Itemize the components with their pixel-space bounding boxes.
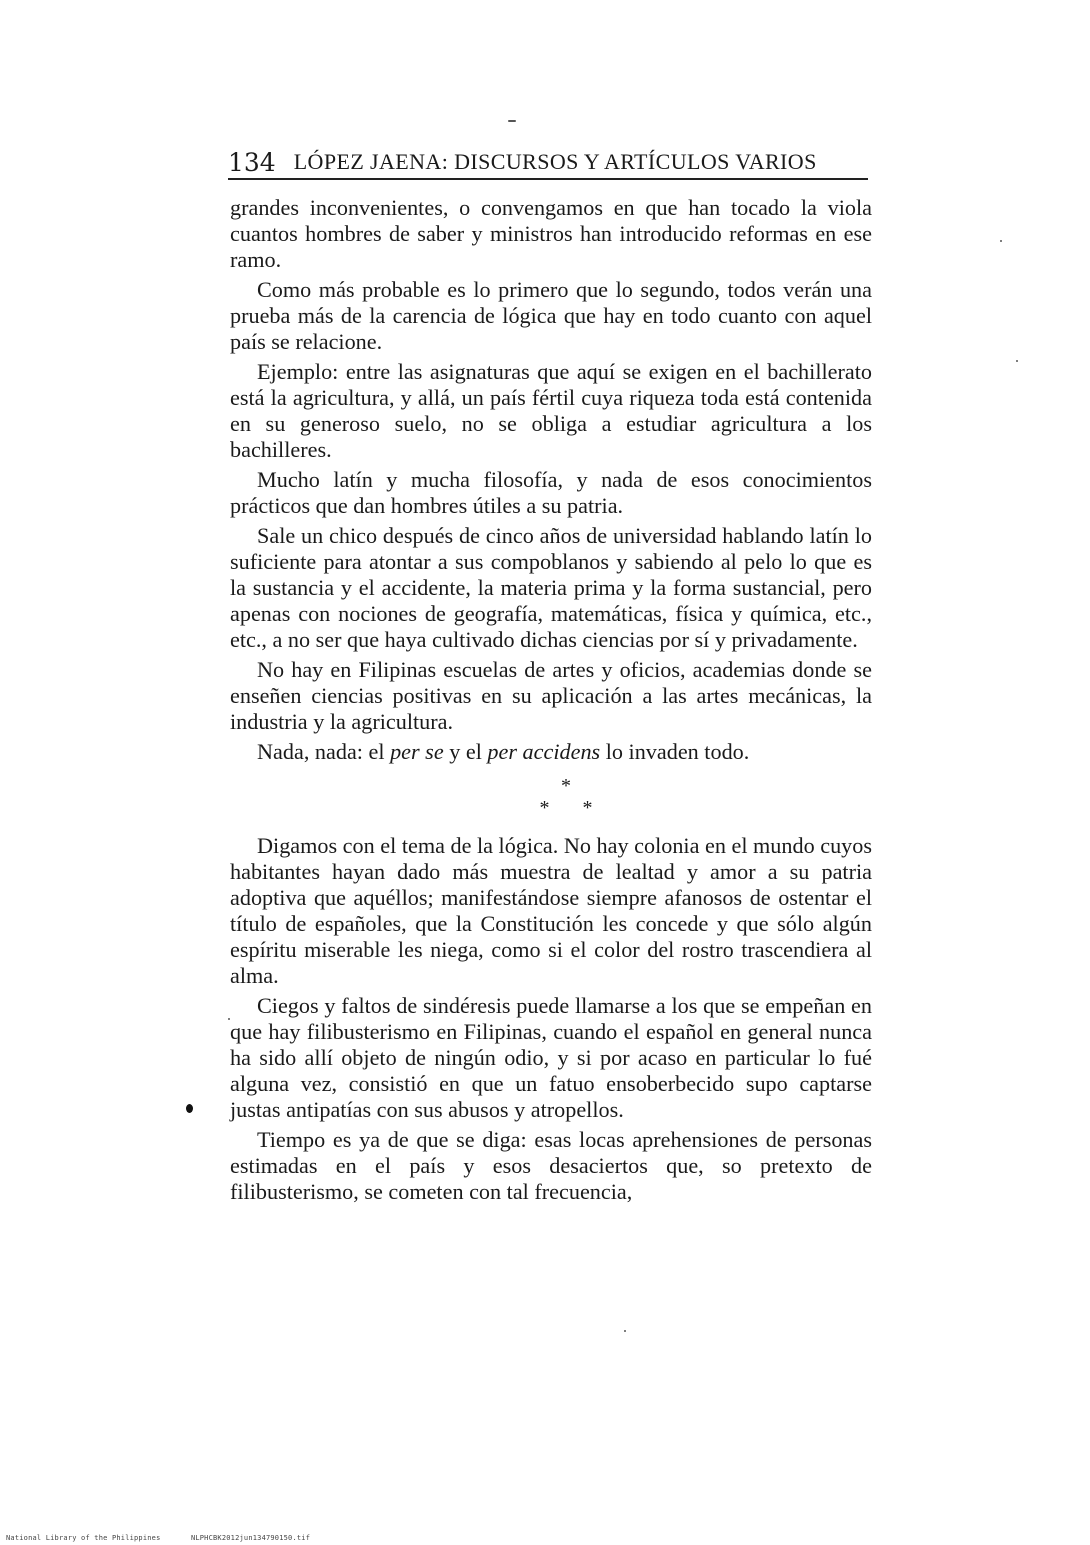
- closing-line: [230, 739, 872, 765]
- latin-term: per accidens: [487, 739, 601, 764]
- file-identifier: NLPHCBK2012jun134790150.tif: [190, 1534, 311, 1542]
- paragraph: Tiempo es ya de que se diga: esas locas aprehensiones de personas estimadas en el país y esos desaciertos que, so pretexto de filibusterismo, se cometen con tal frecuencia,: [230, 1127, 872, 1204]
- asterism-top: *: [561, 775, 571, 797]
- closing-text: Nada, nada: el: [257, 739, 391, 764]
- scan-speck: [508, 120, 516, 122]
- scan-speck: [624, 1330, 626, 1332]
- paragraph: Digamos con el tema de la lógica. No hay colonia en el mundo cuyos habitantes hayan dado más muestra de lealtad y amor a su patria adoptiva que aquéllos; manifestándose siempre afanosos de ostentar el título de españoles, que la Constitución les concede y que sólo algún espíritu miserable les niega, como si el color del rostro trascendiera al alma.: [230, 833, 872, 988]
- asterism-bottom: * *: [539, 797, 593, 819]
- library-credit: National Library of the Philippines: [6, 1534, 161, 1542]
- section-break-asterism: [230, 775, 872, 819]
- body-text: [230, 195, 872, 1209]
- page-header: [228, 138, 868, 180]
- closing-text: lo invaden todo.: [600, 739, 750, 764]
- paragraph: Ejemplo: entre las asignaturas que aquí se exigen en el bachillerato está la agricultura, y allá, un país fértil cuya riqueza toda está contenida en su generoso suelo, no se obliga a estudiar agricultura a los bachilleres.: [230, 359, 872, 462]
- page-number: 134: [228, 148, 276, 177]
- paragraph: Sale un chico después de cinco años de universidad hablando latín lo suficiente para atontar a sus compoblanos y sabiendo al pelo lo que es la sustancia y el accidente, la materia prima y la forma sustancial, pero apenas con nociones de geografía, matemáticas, física y química, etc., etc., a no ser que haya cultivado dichas ciencias por sí y privadamente.: [230, 523, 872, 652]
- paragraph: Mucho latín y mucha filosofía, y nada de esos conocimientos prácticos que dan hombres útiles a su patria.: [230, 467, 872, 518]
- closing-text: y el: [443, 739, 488, 764]
- scan-speck: [228, 1018, 230, 1020]
- scan-speck: [186, 1104, 193, 1113]
- scan-footer: [6, 1534, 336, 1542]
- scan-speck: [1000, 240, 1002, 242]
- latin-term: per se: [390, 739, 444, 764]
- paragraph: Ciegos y faltos de sindéresis puede llamarse a los que se empeñan en que hay filibusterismo en Filipinas, cuando el español en general nunca ha sido allí objeto de ningún odio, y si por acaso en particular lo fué alguna vez, consistió en que un fatuo ensoberbecido supo captarse justas antipatías con sus abusos y atropellos.: [230, 993, 872, 1122]
- scan-speck: [1016, 360, 1018, 362]
- paragraph: grandes inconvenientes, o convengamos en que han tocado la viola cuantos hombres de saber y ministros han introducido reformas en ese ramo.: [230, 195, 872, 272]
- running-head: LÓPEZ JAENA: DISCURSOS Y ARTÍCULOS VARIOS: [293, 149, 817, 174]
- paragraph: No hay en Filipinas escuelas de artes y oficios, academias donde se enseñen ciencias positivas en su aplicación a las artes mecánicas, la industria y la agricultura.: [230, 657, 872, 734]
- paragraph: Como más probable es lo primero que lo segundo, todos verán una prueba más de la carencia de lógica que hay en todo cuanto con aquel país se relacione.: [230, 277, 872, 354]
